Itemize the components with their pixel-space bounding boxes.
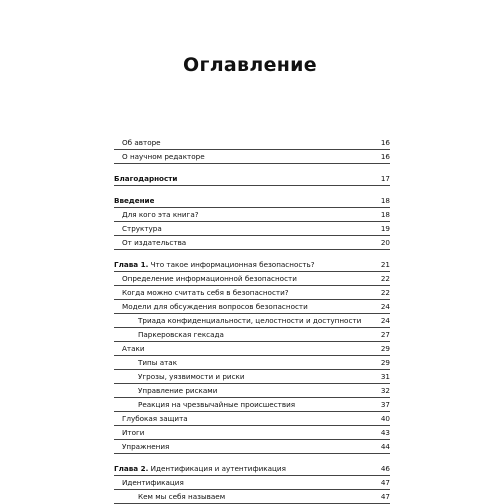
toc-entry-row[interactable]: [114, 194, 390, 208]
toc-entry-row[interactable]: [114, 236, 390, 250]
toc-entry-row[interactable]: [114, 314, 390, 328]
toc-page-number: 19: [380, 224, 390, 233]
toc-entry-label: Введение: [114, 196, 155, 205]
page-title: Оглавление: [183, 54, 317, 76]
toc-page-number: 18: [380, 196, 390, 205]
toc-entry-label: Структура: [122, 224, 162, 233]
toc-page-number: 29: [380, 358, 390, 367]
toc-page-number: 17: [380, 174, 390, 183]
toc-entry-row[interactable]: [114, 300, 390, 314]
toc-entry-label: Паркеровская гексада: [138, 330, 224, 339]
toc-page-number: 32: [380, 386, 390, 395]
toc-page-number: 22: [380, 274, 390, 283]
toc-entry-row[interactable]: [114, 272, 390, 286]
toc-entry-row[interactable]: [114, 412, 390, 426]
toc-entry-label: Угрозы, уязвимости и риски: [138, 372, 245, 381]
toc-entry-row[interactable]: [114, 222, 390, 236]
toc-page-number: 22: [380, 288, 390, 297]
toc-entry-label: Идентификация: [122, 478, 184, 487]
toc-chapter-title: Идентификация и аутентификация: [150, 464, 286, 473]
toc-entry-row[interactable]: [114, 136, 390, 150]
toc-page-number: 24: [380, 316, 390, 325]
toc-entry-label: Об авторе: [122, 138, 161, 147]
toc-entry-row[interactable]: [114, 208, 390, 222]
toc-page-number: 37: [380, 400, 390, 409]
toc-page-number: 29: [380, 344, 390, 353]
toc-group-gap: [114, 164, 390, 172]
toc-entry-row[interactable]: [114, 150, 390, 164]
toc-chapter-row[interactable]: [114, 462, 390, 476]
toc-page-number: 21: [380, 260, 390, 269]
toc-page-number: 16: [380, 138, 390, 147]
toc-page-number: 43: [380, 428, 390, 437]
toc-entry-label: Модели для обсуждения вопросов безопасности: [122, 302, 308, 311]
toc-group-gap: [114, 250, 390, 258]
toc-entry-label: Упражнения: [122, 442, 170, 451]
toc-entry-row[interactable]: [114, 370, 390, 384]
toc-entry-row[interactable]: [114, 328, 390, 342]
toc-entry-label: Для кого эта книга?: [122, 210, 199, 219]
toc-entry-label: Благодарности: [114, 174, 178, 183]
toc-chapter-title: Что такое информационная безопасность?: [150, 260, 315, 269]
toc-entry-label: Реакция на чрезвычайные происшествия: [138, 400, 296, 409]
toc-entry-label: Определение информационной безопасности: [122, 274, 297, 283]
toc-entry-row[interactable]: [114, 398, 390, 412]
toc-entry-row[interactable]: [114, 356, 390, 370]
toc-page-number: 20: [380, 238, 390, 247]
toc-entry-label: [114, 259, 315, 271]
toc-entry-row[interactable]: [114, 286, 390, 300]
toc-entry-label: Триада конфиденциальности, целостности и доступности: [138, 316, 362, 325]
toc-chapter-number: Глава 2.: [114, 464, 149, 473]
toc-chapter-row[interactable]: [114, 258, 390, 272]
toc-page-number: 47: [380, 478, 390, 487]
toc-group-gap: [114, 454, 390, 462]
toc-entry-row[interactable]: [114, 172, 390, 186]
toc-entry-label: Кем мы себя называем: [138, 492, 226, 501]
toc-entry-label: [114, 463, 286, 475]
toc-page-number: 27: [380, 330, 390, 339]
toc-entry-label: Типы атак: [138, 358, 178, 367]
toc-page-number: 40: [380, 414, 390, 423]
toc-entry-label: От издательства: [122, 238, 187, 247]
toc-entry-label: Атаки: [122, 344, 145, 353]
toc-entry-label: Управление рисками: [138, 386, 218, 395]
toc-page-number: 16: [380, 152, 390, 161]
toc-entry-row[interactable]: [114, 440, 390, 454]
toc-entry-label: Итоги: [122, 428, 145, 437]
toc-page-number: 24: [380, 302, 390, 311]
toc-chapter-number: Глава 1.: [114, 260, 149, 269]
toc-entry-row[interactable]: [114, 384, 390, 398]
toc-page-number: 47: [380, 492, 390, 501]
toc-entry-label: О научном редакторе: [122, 152, 205, 161]
toc-page-number: 44: [380, 442, 390, 451]
table-of-contents: [114, 136, 390, 504]
toc-entry-label: Когда можно считать себя в безопасности?: [122, 288, 289, 297]
toc-group-gap: [114, 186, 390, 194]
toc-page-number: 46: [380, 464, 390, 473]
toc-entry-row[interactable]: [114, 426, 390, 440]
toc-entry-row[interactable]: [114, 476, 390, 490]
toc-entry-row[interactable]: [114, 342, 390, 356]
toc-entry-label: Глубокая защита: [122, 414, 188, 423]
toc-page-number: 31: [380, 372, 390, 381]
toc-entry-row[interactable]: [114, 490, 390, 504]
toc-page-number: 18: [380, 210, 390, 219]
